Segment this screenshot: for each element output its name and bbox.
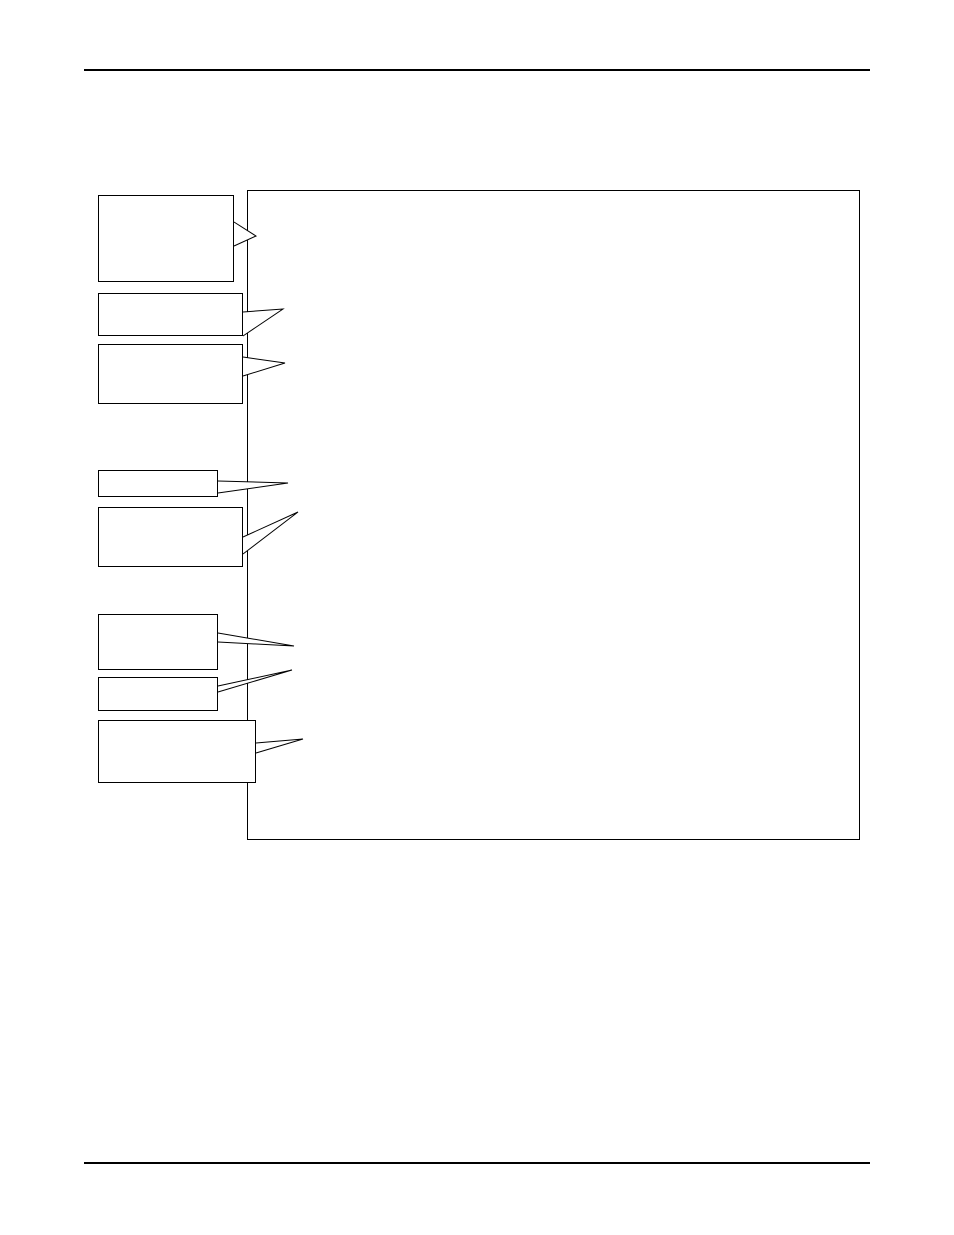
callout-channels — [98, 677, 218, 711]
header-rule — [84, 69, 870, 71]
callout-device — [98, 470, 218, 497]
callout-source-configuration — [98, 344, 243, 404]
footer-rule — [84, 1162, 870, 1164]
callout-records — [98, 720, 256, 783]
callout-device-configuration — [98, 507, 243, 567]
xml-listing-panel — [247, 190, 860, 840]
callout-recorder — [98, 614, 218, 670]
callout-generated-by — [98, 293, 243, 336]
callout-envelope — [98, 195, 234, 282]
